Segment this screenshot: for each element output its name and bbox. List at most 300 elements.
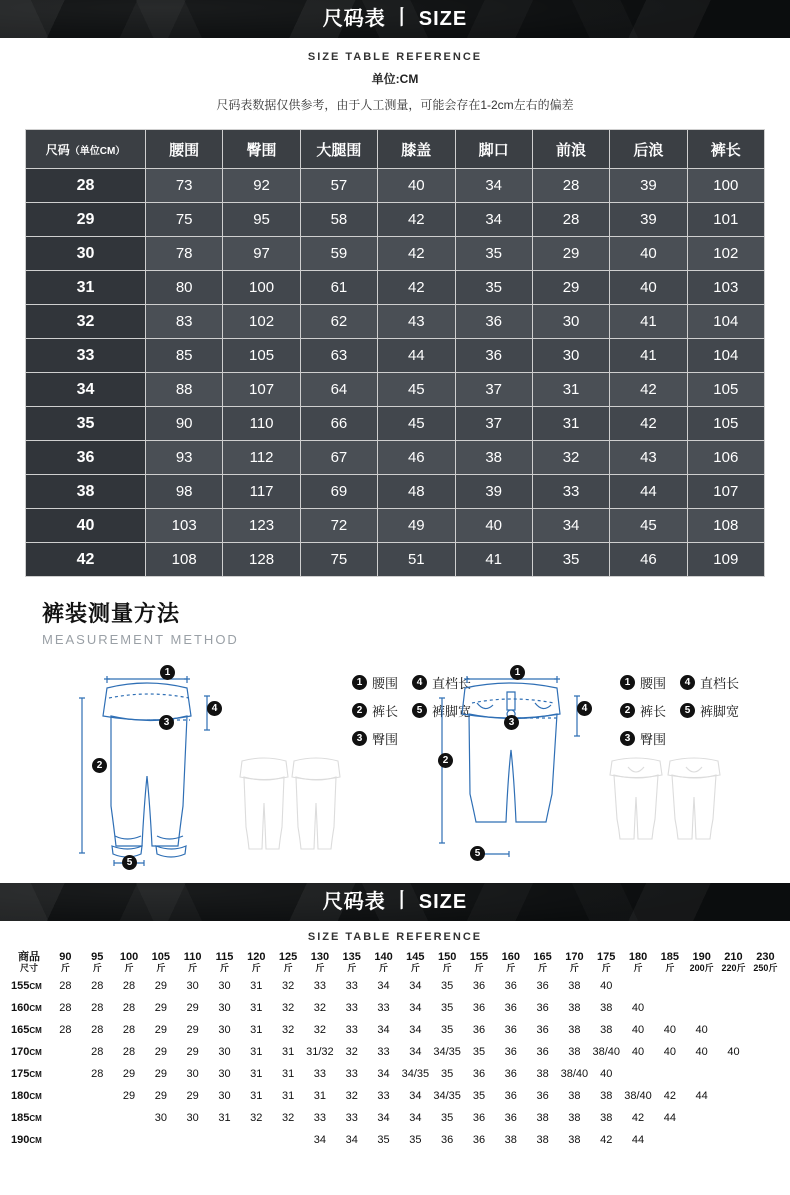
size-table-header-cell: 腰围 xyxy=(146,130,223,169)
weight-column-header: 95 斤 xyxy=(81,952,113,975)
top-banner xyxy=(0,0,790,38)
size-recommend-cell: 32 xyxy=(272,997,304,1019)
measure-cell: 104 xyxy=(687,339,764,373)
weight-table-wrap xyxy=(0,951,790,1157)
size-recommend-cell: 30 xyxy=(209,975,241,997)
measure-cell: 117 xyxy=(223,475,300,509)
size-recommend-cell: 31 xyxy=(272,1063,304,1085)
measure-cell: 33 xyxy=(532,475,609,509)
size-recommend-cell: 32 xyxy=(272,1107,304,1129)
size-recommend-cell: 28 xyxy=(50,997,82,1019)
size-recommend-cell: 29 xyxy=(145,1063,177,1085)
corner-line2: 尺寸 xyxy=(19,963,38,973)
weight-column-header: 100 斤 xyxy=(113,952,145,975)
size-cell: 42 xyxy=(26,543,146,577)
measure-cell: 42 xyxy=(378,271,455,305)
size-recommend-cell: 32 xyxy=(304,1019,336,1041)
measure-cell: 63 xyxy=(300,339,377,373)
measure-cell: 72 xyxy=(300,509,377,543)
size-table-unit: 单位:CM xyxy=(371,72,419,86)
size-recommend-cell: 35 xyxy=(399,1129,431,1151)
table-row xyxy=(26,441,765,475)
size-recommend-cell: 35 xyxy=(431,975,463,997)
size-recommend-cell xyxy=(145,1129,177,1151)
measure-cell: 29 xyxy=(532,237,609,271)
legend-bullet-3: 3 xyxy=(352,731,367,746)
measure-cell: 61 xyxy=(300,271,377,305)
measure-cell: 103 xyxy=(687,271,764,305)
measure-cell: 42 xyxy=(378,237,455,271)
legend-label-hip: 臀围 xyxy=(640,732,667,747)
size-recommend-cell: 38 xyxy=(559,1129,591,1151)
size-recommend-cell xyxy=(749,975,781,997)
size-recommend-cell: 31 xyxy=(240,1085,272,1107)
weight-column-header: 185 斤 xyxy=(654,952,686,975)
size-table-header-cell: 前浪 xyxy=(532,130,609,169)
table-row xyxy=(26,475,765,509)
size-recommend-cell: 40 xyxy=(686,1019,718,1041)
table-row xyxy=(26,271,765,305)
size-recommend-cell xyxy=(686,997,718,1019)
callout-3-left: 3 xyxy=(159,715,174,730)
legend-label-hip: 臀围 xyxy=(372,732,399,747)
size-recommend-cell: 29 xyxy=(177,1041,209,1063)
table-row xyxy=(9,997,782,1019)
size-recommend-cell: 36 xyxy=(495,997,527,1019)
weight-column-header: 150 斤 xyxy=(431,952,463,975)
legend-bullet-1: 1 xyxy=(352,675,367,690)
size-recommend-cell: 28 xyxy=(113,1041,145,1063)
size-recommend-cell: 30 xyxy=(177,975,209,997)
size-recommend-cell: 40 xyxy=(686,1041,718,1063)
size-recommend-cell: 38 xyxy=(559,975,591,997)
size-recommend-cell: 34 xyxy=(399,1041,431,1063)
size-recommend-cell xyxy=(686,1129,718,1151)
weight-column-header: 130 斤 xyxy=(304,952,336,975)
table-row xyxy=(26,407,765,441)
size-recommend-cell xyxy=(718,975,750,997)
measure-cell: 103 xyxy=(146,509,223,543)
size-recommend-cell: 38/40 xyxy=(622,1085,654,1107)
size-recommend-cell: 36 xyxy=(463,1107,495,1129)
measure-cell: 34 xyxy=(455,203,532,237)
legend-bullet-3: 3 xyxy=(620,731,635,746)
size-recommend-cell: 30 xyxy=(177,1063,209,1085)
size-table-header-row xyxy=(26,130,765,169)
size-table-body xyxy=(26,169,765,577)
banner-title-row xyxy=(0,0,790,38)
size-recommend-cell: 40 xyxy=(590,1063,622,1085)
measure-cell: 83 xyxy=(146,305,223,339)
measure-cell: 108 xyxy=(687,509,764,543)
measure-cell: 46 xyxy=(610,543,687,577)
size-recommend-cell: 36 xyxy=(463,1063,495,1085)
size-recommend-cell: 33 xyxy=(336,1063,368,1085)
measure-cell: 97 xyxy=(223,237,300,271)
size-table-reference-en: SIZE TABLE REFERENCE xyxy=(307,51,483,63)
size-recommend-cell: 34 xyxy=(399,1107,431,1129)
size-recommend-cell: 44 xyxy=(622,1129,654,1151)
table-row xyxy=(9,1085,782,1107)
size-recommend-cell: 31 xyxy=(272,1085,304,1107)
measure-cell: 75 xyxy=(300,543,377,577)
weight-column-header: 135 斤 xyxy=(336,952,368,975)
size-recommend-cell: 34 xyxy=(399,997,431,1019)
size-recommend-cell: 34 xyxy=(368,1063,400,1085)
size-recommend-cell: 33 xyxy=(336,1019,368,1041)
size-recommend-cell xyxy=(749,1063,781,1085)
size-recommend-cell: 30 xyxy=(145,1107,177,1129)
table-row xyxy=(26,169,765,203)
long-pants-thumbnails xyxy=(232,753,342,853)
size-recommend-cell xyxy=(50,1063,82,1085)
measure-cell: 28 xyxy=(532,203,609,237)
size-recommend-cell: 35 xyxy=(431,1063,463,1085)
size-cell: 28 xyxy=(26,169,146,203)
size-recommend-cell xyxy=(209,1129,241,1151)
banner-divider: 丨 xyxy=(391,890,413,912)
size-recommend-cell xyxy=(50,1129,82,1151)
size-recommend-cell: 34/35 xyxy=(431,1085,463,1107)
legend-label-rise: 直档长 xyxy=(432,676,472,691)
weight-column-header: 175 斤 xyxy=(590,952,622,975)
measure-cell: 42 xyxy=(378,203,455,237)
size-recommend-cell: 40 xyxy=(622,1019,654,1041)
callout-2-right: 2 xyxy=(438,753,453,768)
size-recommend-cell xyxy=(240,1129,272,1151)
legend-bullet-2: 2 xyxy=(620,703,635,718)
size-recommend-cell xyxy=(749,1041,781,1063)
legend-bullet-1: 1 xyxy=(620,675,635,690)
table-row xyxy=(9,1041,782,1063)
measure-cell: 45 xyxy=(378,373,455,407)
measure-cell: 58 xyxy=(300,203,377,237)
measure-cell: 46 xyxy=(378,441,455,475)
measure-cell: 102 xyxy=(223,305,300,339)
measure-cell: 95 xyxy=(223,203,300,237)
size-recommend-cell: 42 xyxy=(590,1129,622,1151)
measure-cell: 38 xyxy=(455,441,532,475)
size-recommend-cell: 31 xyxy=(240,975,272,997)
measure-cell: 104 xyxy=(687,305,764,339)
table-row xyxy=(9,1019,782,1041)
measure-cell: 28 xyxy=(532,169,609,203)
weight-column-header: 165 斤 xyxy=(527,952,559,975)
size-recommend-cell xyxy=(50,1041,82,1063)
size-recommend-cell: 32 xyxy=(336,1041,368,1063)
size-recommend-cell: 34/35 xyxy=(399,1063,431,1085)
measure-cell: 101 xyxy=(687,203,764,237)
size-recommend-cell: 29 xyxy=(177,997,209,1019)
size-cell: 35 xyxy=(26,407,146,441)
size-recommend-cell xyxy=(50,1085,82,1107)
measure-cell: 43 xyxy=(378,305,455,339)
size-recommend-cell: 35 xyxy=(431,1107,463,1129)
size-recommend-cell: 42 xyxy=(622,1107,654,1129)
size-recommend-cell: 34 xyxy=(304,1129,336,1151)
measure-cell: 39 xyxy=(610,203,687,237)
measure-cell: 35 xyxy=(455,237,532,271)
size-recommend-cell: 29 xyxy=(113,1085,145,1107)
size-recommend-cell xyxy=(654,1129,686,1151)
banner-title-cn: 尺码表 xyxy=(322,891,386,913)
weight-column-header: 145 斤 xyxy=(399,952,431,975)
size-recommend-cell: 31 xyxy=(272,1041,304,1063)
legend-right xyxy=(620,673,753,757)
measure-cell: 45 xyxy=(378,407,455,441)
legend-bullet-5: 5 xyxy=(412,703,427,718)
measure-cell: 48 xyxy=(378,475,455,509)
measure-cell: 29 xyxy=(532,271,609,305)
weight-table-header-row xyxy=(9,952,782,975)
measure-cell: 69 xyxy=(300,475,377,509)
size-recommend-cell: 34 xyxy=(399,1019,431,1041)
size-recommend-cell: 38 xyxy=(590,1019,622,1041)
height-row-header: 190CM xyxy=(9,1129,50,1151)
callout-4-left: 4 xyxy=(207,701,222,716)
size-recommend-cell: 38 xyxy=(527,1063,559,1085)
size-recommend-cell: 29 xyxy=(145,1019,177,1041)
height-row-header: 165CM xyxy=(9,1019,50,1041)
size-recommend-cell: 32 xyxy=(336,1085,368,1107)
size-recommend-cell: 38/40 xyxy=(590,1041,622,1063)
measurement-diagram xyxy=(42,653,790,883)
size-recommend-cell: 33 xyxy=(336,975,368,997)
size-recommend-cell: 36 xyxy=(463,1019,495,1041)
size-recommend-cell xyxy=(654,1063,686,1085)
size-recommend-cell: 36 xyxy=(495,1019,527,1041)
height-row-header: 170CM xyxy=(9,1041,50,1063)
weight-column-header: 210 220斤 xyxy=(718,952,750,975)
measure-cell: 35 xyxy=(532,543,609,577)
callout-3-right: 3 xyxy=(504,715,519,730)
measure-cell: 41 xyxy=(455,543,532,577)
measure-cell: 93 xyxy=(146,441,223,475)
size-recommend-cell: 34/35 xyxy=(431,1041,463,1063)
size-recommend-cell: 29 xyxy=(145,1041,177,1063)
measure-cell: 100 xyxy=(687,169,764,203)
measure-cell: 62 xyxy=(300,305,377,339)
size-recommend-cell: 40 xyxy=(590,975,622,997)
size-recommend-cell: 34 xyxy=(368,1107,400,1129)
weight-column-header: 230 250斤 xyxy=(749,952,781,975)
size-recommend-cell: 44 xyxy=(654,1107,686,1129)
size-recommend-cell: 40 xyxy=(654,1019,686,1041)
size-recommend-cell xyxy=(749,1107,781,1129)
table-row xyxy=(26,237,765,271)
weight-table-body xyxy=(9,975,782,1151)
table-row xyxy=(9,1107,782,1129)
size-recommend-cell: 31 xyxy=(304,1085,336,1107)
measure-cell: 31 xyxy=(532,373,609,407)
size-recommend-cell: 31 xyxy=(240,997,272,1019)
height-row-header: 180CM xyxy=(9,1085,50,1107)
size-recommend-cell xyxy=(113,1107,145,1129)
size-recommend-cell: 32 xyxy=(240,1107,272,1129)
weight-column-header: 160 斤 xyxy=(495,952,527,975)
size-recommend-cell: 33 xyxy=(336,997,368,1019)
size-recommend-cell: 30 xyxy=(209,1063,241,1085)
measure-cell: 44 xyxy=(378,339,455,373)
weight-column-header: 90 斤 xyxy=(50,952,82,975)
table-row xyxy=(9,1063,782,1085)
size-recommend-cell: 29 xyxy=(145,997,177,1019)
weight-table-corner xyxy=(9,952,50,975)
measure-cell: 34 xyxy=(455,169,532,203)
size-recommend-cell: 28 xyxy=(113,975,145,997)
size-recommend-cell: 33 xyxy=(336,1107,368,1129)
size-recommend-cell: 38 xyxy=(590,997,622,1019)
size-recommend-cell: 36 xyxy=(527,1019,559,1041)
callout-1-right: 1 xyxy=(510,665,525,680)
measure-cell: 45 xyxy=(610,509,687,543)
measure-cell: 59 xyxy=(300,237,377,271)
size-recommend-cell: 36 xyxy=(431,1129,463,1151)
height-row-header: 185CM xyxy=(9,1107,50,1129)
measure-cell: 40 xyxy=(378,169,455,203)
measure-cell: 105 xyxy=(223,339,300,373)
weight-height-table xyxy=(8,951,782,1151)
table-row xyxy=(26,305,765,339)
size-recommend-cell: 28 xyxy=(81,1063,113,1085)
long-pants-illustration xyxy=(52,658,252,873)
size-table-header-cell: 后浪 xyxy=(610,130,687,169)
size-recommend-cell: 36 xyxy=(463,1129,495,1151)
measure-cell: 37 xyxy=(455,373,532,407)
measure-cell: 41 xyxy=(610,305,687,339)
measure-cell: 40 xyxy=(610,237,687,271)
measure-cell: 105 xyxy=(687,407,764,441)
callout-5-left: 5 xyxy=(122,855,137,870)
size-recommend-cell: 38 xyxy=(590,1085,622,1107)
size-recommend-cell: 28 xyxy=(81,975,113,997)
legend-label-waist: 腰围 xyxy=(372,676,399,691)
size-recommend-cell xyxy=(177,1129,209,1151)
legend-label-length: 裤长 xyxy=(372,704,399,719)
weight-column-header: 190 200斤 xyxy=(686,952,718,975)
measure-cell: 109 xyxy=(687,543,764,577)
measure-cell: 110 xyxy=(223,407,300,441)
measure-cell: 88 xyxy=(146,373,223,407)
legend-bullet-4: 4 xyxy=(412,675,427,690)
weight-column-header: 110 斤 xyxy=(177,952,209,975)
measure-cell: 40 xyxy=(455,509,532,543)
measure-cell: 32 xyxy=(532,441,609,475)
measure-cell: 66 xyxy=(300,407,377,441)
measure-cell: 31 xyxy=(532,407,609,441)
size-recommend-cell xyxy=(272,1129,304,1151)
weight-column-header: 170 斤 xyxy=(559,952,591,975)
size-recommend-cell: 30 xyxy=(209,1041,241,1063)
banner-title-en: SIZE xyxy=(418,891,468,913)
measure-cell: 98 xyxy=(146,475,223,509)
legend-bullet-4: 4 xyxy=(680,675,695,690)
size-recommend-cell: 36 xyxy=(463,975,495,997)
measurement-method-section xyxy=(0,577,790,883)
measure-cell: 30 xyxy=(532,305,609,339)
size-recommend-cell: 34 xyxy=(399,1085,431,1107)
size-recommend-cell xyxy=(718,1085,750,1107)
size-table-header-cell: 臀围 xyxy=(223,130,300,169)
size-cell: 29 xyxy=(26,203,146,237)
size-recommend-cell: 30 xyxy=(209,997,241,1019)
size-recommend-cell xyxy=(686,1063,718,1085)
banner-title-row xyxy=(0,883,790,921)
table-row xyxy=(26,509,765,543)
weight-column-header: 155 斤 xyxy=(463,952,495,975)
size-recommend-cell: 29 xyxy=(177,1085,209,1107)
size-recommend-cell: 38 xyxy=(559,1019,591,1041)
size-cell: 30 xyxy=(26,237,146,271)
callout-5-right: 5 xyxy=(470,846,485,861)
size-recommend-cell: 35 xyxy=(368,1129,400,1151)
size-recommend-cell: 40 xyxy=(622,997,654,1019)
size-recommend-cell xyxy=(686,975,718,997)
measure-cell: 35 xyxy=(455,271,532,305)
size-recommend-cell: 36 xyxy=(495,1041,527,1063)
size-recommend-cell xyxy=(749,997,781,1019)
size-recommend-cell: 38/40 xyxy=(559,1063,591,1085)
size-recommend-cell: 29 xyxy=(113,1063,145,1085)
legend-label-hem: 裤脚宽 xyxy=(432,704,472,719)
callout-2-left: 2 xyxy=(92,758,107,773)
measure-cell: 123 xyxy=(223,509,300,543)
size-recommend-cell: 32 xyxy=(272,975,304,997)
measure-cell: 75 xyxy=(146,203,223,237)
size-recommend-cell: 28 xyxy=(81,1041,113,1063)
banner-title-cn: 尺码表 xyxy=(322,8,386,30)
size-table-header-cell: 膝盖 xyxy=(378,130,455,169)
size-recommend-cell: 30 xyxy=(209,1085,241,1107)
size-recommend-cell: 38 xyxy=(495,1129,527,1151)
size-recommend-cell xyxy=(718,1019,750,1041)
size-recommend-cell xyxy=(749,1129,781,1151)
banner-title-en: SIZE xyxy=(418,8,468,30)
size-recommend-cell xyxy=(654,975,686,997)
size-table xyxy=(25,129,765,577)
size-recommend-cell: 31 xyxy=(240,1041,272,1063)
size-recommend-cell: 42 xyxy=(654,1085,686,1107)
size-recommend-cell: 38 xyxy=(527,1129,559,1151)
legend-bullet-2: 2 xyxy=(352,703,367,718)
size-recommend-cell: 33 xyxy=(368,1085,400,1107)
measure-cell: 107 xyxy=(223,373,300,407)
size-recommend-cell: 36 xyxy=(527,1085,559,1107)
size-cell: 36 xyxy=(26,441,146,475)
size-recommend-cell: 35 xyxy=(431,997,463,1019)
size-recommend-cell: 28 xyxy=(50,975,82,997)
measurement-title-en: MEASUREMENT METHOD xyxy=(42,632,239,647)
size-recommend-cell: 36 xyxy=(495,1085,527,1107)
corner-line1: 商品 xyxy=(18,951,40,963)
size-recommend-cell: 32 xyxy=(304,997,336,1019)
size-recommend-cell: 32 xyxy=(272,1019,304,1041)
size-recommend-cell xyxy=(113,1129,145,1151)
size-recommend-cell: 40 xyxy=(718,1041,750,1063)
shorts-thumbnails xyxy=(604,753,724,848)
size-recommend-cell: 38 xyxy=(559,1107,591,1129)
measure-cell: 41 xyxy=(610,339,687,373)
size-recommend-cell: 28 xyxy=(113,1019,145,1041)
size-table-note: 尺码表数据仅供参考，由于人工测量，可能会存在1-2cm左右的偏差 xyxy=(216,98,574,112)
weight-column-header: 180 斤 xyxy=(622,952,654,975)
size-recommend-cell xyxy=(718,1129,750,1151)
table-row xyxy=(26,203,765,237)
measure-cell: 43 xyxy=(610,441,687,475)
measure-cell: 49 xyxy=(378,509,455,543)
size-recommend-cell: 33 xyxy=(304,1063,336,1085)
size-recommend-cell: 31 xyxy=(209,1107,241,1129)
